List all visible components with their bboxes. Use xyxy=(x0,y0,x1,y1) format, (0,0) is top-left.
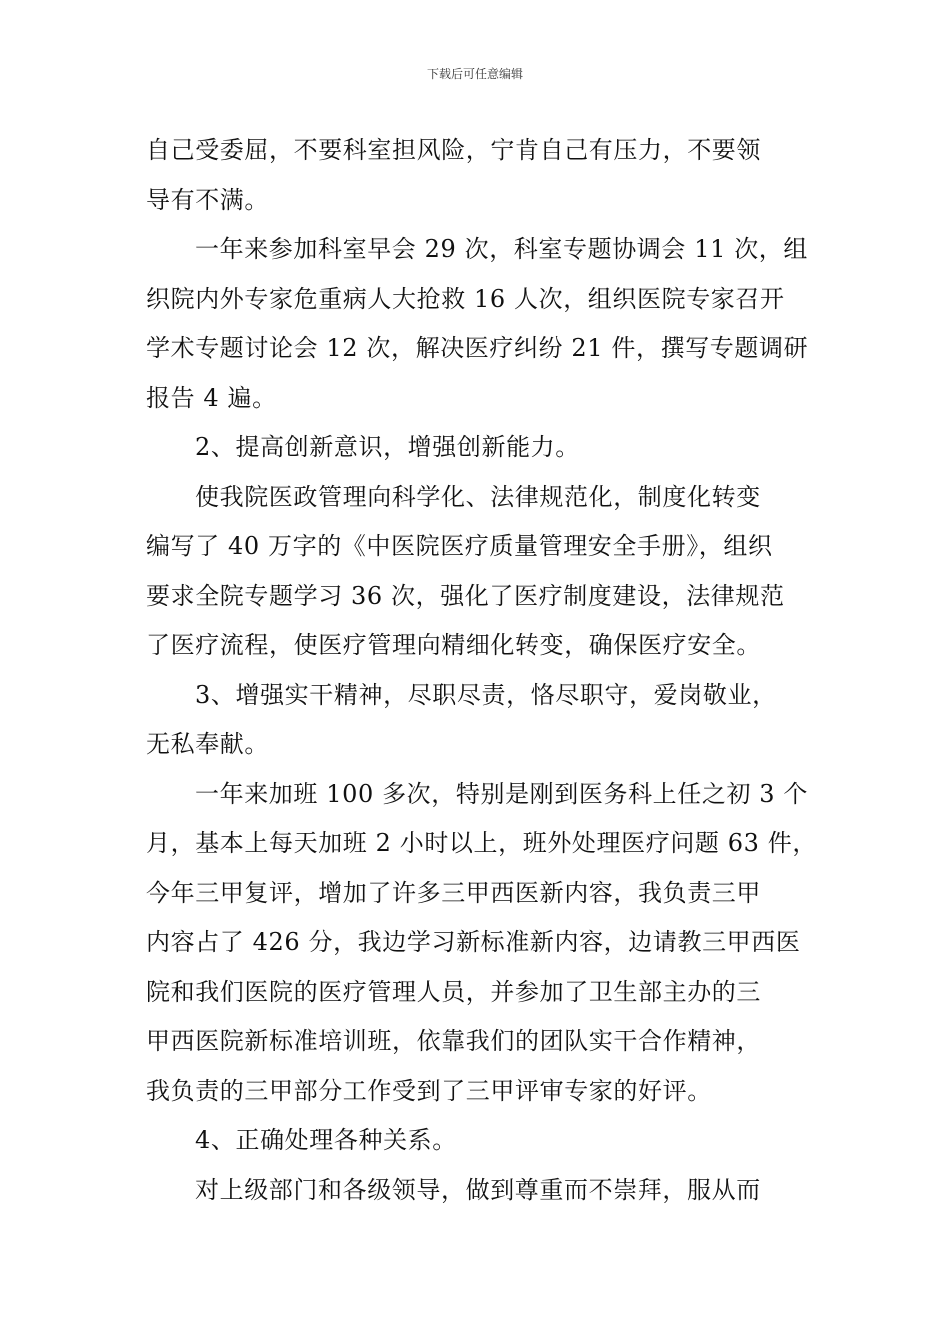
text-line: 报告 4 遍。 xyxy=(146,383,277,412)
text-line: 今年三甲复评，增加了许多三甲西医新内容，我负责三甲 xyxy=(146,878,761,907)
text-line: 2、提高创新意识，增强创新能力。 xyxy=(195,433,580,461)
text-line: 内容占了 426 分，我边学习新标准新内容，边请教三甲西医 xyxy=(146,928,801,956)
text-line: 3、增强实干精神，尽职尽责，恪尽职守，爱岗敬业， xyxy=(195,680,777,709)
document-body xyxy=(146,126,816,1215)
text-line: 织院内外专家危重病人大抢救 16 人次，组织医院专家召开 xyxy=(146,284,785,313)
text-line: 院和我们医院的医疗管理人员，并参加了卫生部主办的三 xyxy=(146,977,761,1006)
text-line: 对上级部门和各级领导，做到尊重而不崇拜，服从而 xyxy=(195,1175,761,1204)
text-line: 一年来参加科室早会 29 次，科室专题协调会 11 次，组 xyxy=(195,235,808,263)
text-line: 学术专题讨论会 12 次，解决医疗纠纷 21 件，撰写专题调研 xyxy=(146,334,809,362)
text-line: 甲西医院新标准培训班，依靠我们的团队实干合作精神， xyxy=(146,1027,761,1055)
text-line: 自己受委屈，不要科室担风险，宁肯自己有压力，不要领 xyxy=(146,136,761,164)
text-line: 一年来加班 100 多次，特别是刚到医务科上任之初 3 个 xyxy=(195,779,808,808)
text-line: 使我院医政管理向科学化、法律规范化，制度化转变 xyxy=(195,482,761,511)
text-line: 4、正确处理各种关系。 xyxy=(195,1126,457,1154)
text-line: 导有不满。 xyxy=(146,185,269,214)
text-line: 了医疗流程，使医疗管理向精细化转变，确保医疗安全。 xyxy=(146,631,761,659)
text-line: 月，基本上每天加班 2 小时以上，班外处理医疗问题 63 件， xyxy=(146,829,817,857)
text-line: 我负责的三甲部分工作受到了三甲评审专家的好评。 xyxy=(146,1076,712,1105)
page-header-note: 下载后可任意编辑 xyxy=(426,67,523,81)
text-line: 无私奉献。 xyxy=(146,730,269,758)
text-line: 编写了 40 万字的《中医院医疗质量管理安全手册》，组织 xyxy=(146,532,773,560)
text-line: 要求全院专题学习 36 次，强化了医疗制度建设，法律规范 xyxy=(146,581,785,610)
